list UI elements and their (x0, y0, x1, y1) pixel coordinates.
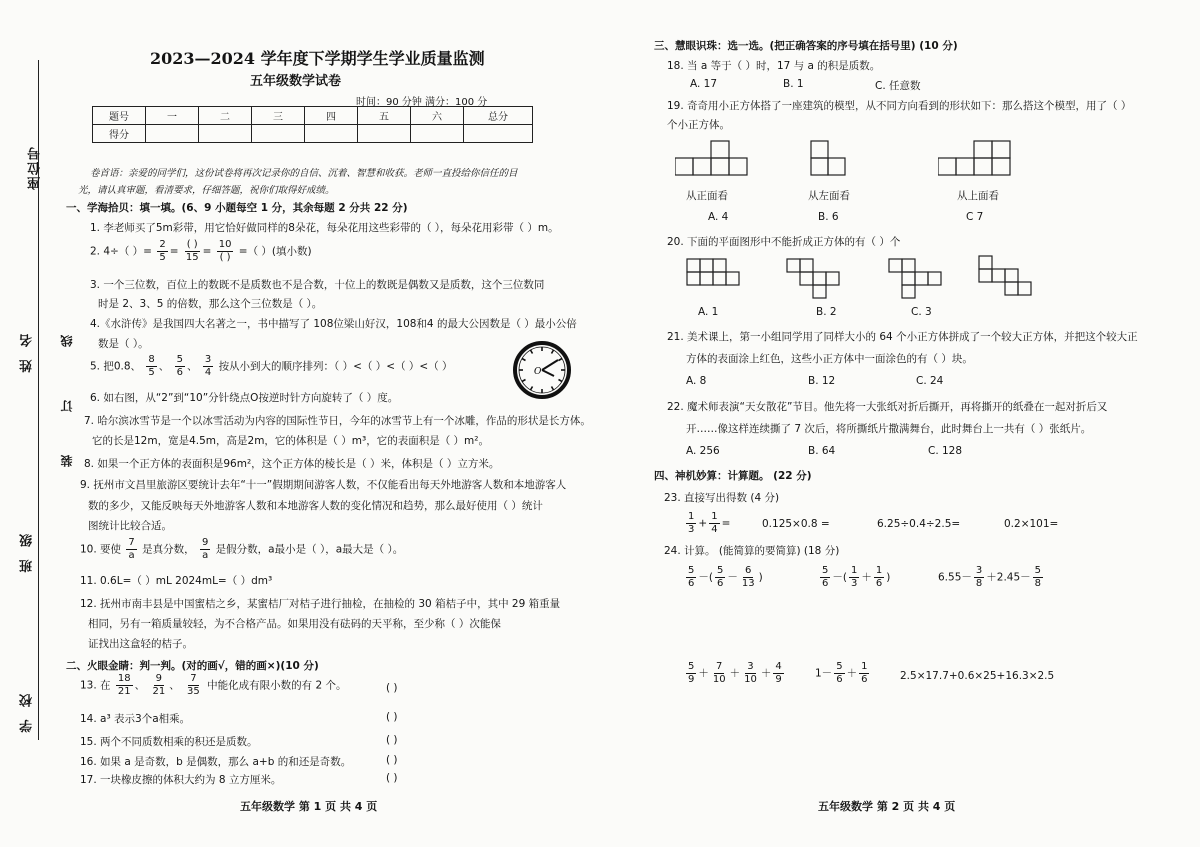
clock-center-label: O (534, 367, 542, 377)
full-score-label: 满分：100 分 (425, 97, 488, 108)
question-22-line-1: 22. 魔术师表演“天女散花”节目。他先将一大张纸对折后撕开，再将撕开的纸叠在一起对折后又 (667, 401, 1108, 413)
q2-suffix: =（ ）(填小数) (238, 245, 312, 258)
option-a: A. 1 (698, 306, 719, 318)
question-3-line-1: 3. 一个三位数，百位上的数既不是质数也不是合数，十位上的数既是偶数又是质数，这个三位数同 (90, 279, 545, 291)
fraction: $\frac{18}{21}$ (117, 673, 131, 697)
section-2-heading: 二、火眼金睛：判一判。(对的画√，错的画×)(10 分) (66, 660, 319, 672)
fraction: $\frac{5}{6}$ (836, 661, 843, 685)
question-1: 1. 李老师买了5m彩带，用它恰好做同样的8朵花，每朵花用这些彩带的（ ），每朵花用彩带（ ）m。 (90, 222, 559, 234)
question-4-line-1: 4.《水浒传》是我国四大名著之一，书中描写了 108位梁山好汉，108和4 的最大公因数是（ ）最小公倍 (90, 318, 577, 330)
fraction: $\frac{5}{6}$ (716, 565, 724, 589)
question-16: 16. 如果 a 是奇数，b 是偶数，那么 a+b 的和还是奇数。 (80, 756, 352, 768)
fraction: $\frac{9}{a}$ (201, 537, 209, 561)
score-cell[interactable] (411, 125, 464, 143)
question-9-line-3: 图统计比较合适。 (88, 520, 172, 532)
score-table-header: 五 (358, 107, 411, 125)
score-cell[interactable] (464, 125, 533, 143)
question-6: 6. 如右图，从“2”到“10”分针绕点O按逆时针方向旋转了（ ）度。 (90, 392, 399, 404)
expression-3: 6.55－ $\frac{3}{8}$ ＋2.45－ $\frac{5}{8}$ (938, 565, 1042, 589)
score-cell[interactable] (252, 125, 305, 143)
view-front-label: 从正面看 (686, 190, 728, 202)
exam-subtitle: 五年级数学试卷 (250, 74, 342, 89)
question-21-line-1: 21. 美术课上，第一小组同学用了同样大小的 64 个小正方体拼成了一个较大正方体，并把这个较大正 (667, 331, 1138, 343)
question-2: 2. 4÷（ ）= $\frac{2}{5}$ = $\frac{( )}{15}$ = $\frac{10}{( )}$ =（ ）(填小数) (90, 239, 312, 263)
fraction: $\frac{7}{10}$ (712, 661, 726, 685)
expression-4: $\frac{5}{9}$ ＋ $\frac{7}{10}$ ＋ $\frac{3}{10}$ ＋ $\frac{4}{9}$ (688, 661, 782, 685)
view-front-figure (675, 140, 755, 176)
fraction: $\frac{1}{6}$ (861, 661, 868, 685)
question-9-line-2: 数的多少，又能反映每天外地游客人数和本地游客人数的变化情况和趋势，那么最好使用（ ）统计 (88, 500, 543, 512)
fraction: $\frac{5}{9}$ (688, 661, 695, 685)
judge-bracket[interactable]: ( ) (386, 711, 398, 723)
section-1-heading: 一、学海拾贝：填一填。(6、9 小题每空 1 分，其余每题 2 分共 22 分) (66, 202, 408, 214)
question-12-line-2: 相同，另有一箱质量较轻，为不合格产品。如果用没有砝码的天平称，至少称（ ）次能保 (88, 618, 501, 630)
binding-mark-ding: 订 (60, 400, 74, 412)
score-table-header: 二 (199, 107, 252, 125)
clock-icon (512, 340, 572, 400)
fraction: $\frac{6}{13}$ (741, 565, 755, 589)
option-a: A. 4 (708, 211, 729, 223)
judge-bracket[interactable]: ( ) (386, 772, 398, 784)
exam-title: 2023—2024 学年度下学期学生学业质量监测 (150, 49, 485, 68)
fraction: $\frac{2}{5}$ (159, 239, 166, 263)
question-20: 20. 下面的平面图形中不能折成正方体的有（ ）个 (667, 236, 901, 248)
intro-line-2: 光，请认真审题，看清要求，仔细答题，祝你们取得好成绩。 (78, 185, 335, 196)
option-c: C. 128 (928, 445, 963, 457)
question-23: 23. 直接写出得数 (4 分) (664, 492, 780, 504)
q2-prefix: 2. 4÷（ ）= (90, 245, 152, 258)
question-15: 15. 两个不同质数相乘的积还是质数。 (80, 736, 258, 748)
calc-item-3: 6.25÷0.4÷2.5= (877, 518, 961, 530)
fraction: $\frac{5}{6}$ (176, 354, 183, 378)
question-4-line-2: 数是（ ）。 (98, 338, 149, 350)
score-table (92, 106, 533, 143)
net-figure-1 (686, 258, 746, 300)
option-c: C. 3 (911, 306, 932, 318)
fraction: $\frac{4}{9}$ (775, 661, 782, 685)
fraction: $\frac{1}{3}$ (850, 565, 858, 589)
fraction: $\frac{1}{3}$ (688, 511, 695, 535)
section-3-heading: 三、慧眼识珠：选一选。(把正确答案的序号填在括号里) (10 分) (654, 40, 958, 52)
fraction: $\frac{1}{4}$ (711, 511, 718, 535)
fraction: $\frac{5}{6}$ (822, 565, 829, 589)
judge-bracket[interactable]: ( ) (386, 734, 398, 746)
page-footer-right: 五年级数学 第 2 页 共 4 页 (818, 800, 956, 813)
question-24: 24. 计算。 (能简算的要简算) (18 分) (664, 545, 840, 557)
view-left-figure (810, 140, 850, 176)
question-7-line-2: 它的长是12m，宽是4.5m，高是2m，它的体积是（ ）m³，它的表面积是（ ）m²。 (92, 435, 489, 447)
option-b: B. 1 (783, 78, 804, 90)
option-b: B. 6 (818, 211, 839, 223)
question-13: 13. 在 $\frac{18}{21}$ 、 $\frac{9}{21}$ 、 $\frac{7}{35}$ 中能化成有限小数的有 2 个。 (80, 673, 347, 697)
page-footer-left: 五年级数学 第 1 页 共 4 页 (240, 800, 378, 813)
option-a: A. 17 (690, 78, 718, 90)
question-9-line-1: 9. 抚州市文昌里旅游区要统计去年“十一”假期期间游客人数，不仅能看出每天外地游客人数和本地游客人 (80, 479, 567, 491)
intro-line-1: 卷首语：亲爱的同学们，这份试卷将再次记录你的自信、沉着、智慧和收获。老师一直投给你信任的目 (90, 168, 518, 179)
fraction: $\frac{7}{35}$ (187, 673, 200, 697)
fraction: $\frac{( )}{15}$ (185, 239, 199, 263)
question-3-line-2: 时是 2、3、5 的倍数，那么这个三位数是（ ）。 (98, 298, 323, 310)
question-18: 18. 当 a 等于（ ）时，17 与 a 的积是质数。 (667, 60, 881, 72)
fraction: $\frac{3}{8}$ (975, 565, 983, 589)
option-b: B. 12 (808, 375, 836, 387)
question-11: 11. 0.6L=（ ）mL 2024mL=（ ）dm³ (80, 575, 273, 587)
school-label: 学 校 (20, 690, 35, 733)
calc-item-4: 0.2×101= (1004, 518, 1059, 530)
score-cell[interactable] (305, 125, 358, 143)
fraction: $\frac{5}{8}$ (1034, 565, 1042, 589)
calc-item-1: $\frac{1}{3}$ + $\frac{1}{4}$ = (688, 511, 731, 535)
question-19-line-2: 个小正方体。 (667, 119, 730, 131)
option-b: B. 64 (808, 445, 836, 457)
score-table-header: 四 (305, 107, 358, 125)
expression-2: $\frac{5}{6}$ －( $\frac{1}{3}$ ＋ $\frac{1}{6}$ ) (822, 565, 891, 589)
view-left-label: 从左面看 (808, 190, 850, 202)
question-10: 10. 要使 $\frac{7}{a}$ 是真分数， $\frac{9}{a}$ 是假分数，a最小是（ ），a最大是（ ）。 (80, 537, 404, 561)
net-figure-3 (888, 258, 948, 300)
judge-bracket[interactable]: ( ) (386, 682, 398, 694)
question-7-line-1: 7. 哈尔滨冰雪节是一个以冰雪活动为内容的国际性节日，今年的冰雪节上有一个冰雕，作品的形状是长方体。 (84, 415, 591, 427)
question-22-line-2: 开……像这样连续撕了 7 次后，将所撕纸片撒满舞台，此时舞台上一共有（ ）张纸片。 (686, 423, 1092, 435)
fraction: $\frac{9}{21}$ (152, 673, 166, 697)
score-cell[interactable] (146, 125, 199, 143)
name-label: 姓 名 (20, 330, 35, 373)
score-table-row-label: 得分 (93, 125, 146, 143)
question-19-line-1: 19. 奇奇用小正方体搭了一座建筑的模型，从不同方向看到的形状如下：那么搭这个模型，用了（ ） (667, 100, 1132, 112)
view-top-label: 从上面看 (957, 190, 999, 202)
score-table-header: 六 (411, 107, 464, 125)
binding-mark-xian: 线 (60, 335, 74, 347)
calc-item-2: 0.125×0.8 = (762, 518, 830, 530)
fraction: $\frac{10}{( )}$ (218, 239, 232, 263)
option-c: C. 24 (916, 375, 944, 387)
expression-5: 1－ $\frac{5}{6}$ ＋ $\frac{1}{6}$ (815, 661, 868, 685)
fraction: $\frac{3}{4}$ (204, 354, 212, 378)
question-17: 17. 一块橡皮擦的体积大约为 8 立方厘米。 (80, 774, 282, 786)
score-cell[interactable] (199, 125, 252, 143)
question-21-line-2: 方体的表面涂上红色，这些小正方体中一面涂色的有（ ）块。 (686, 353, 973, 365)
view-top-figure (938, 140, 1018, 176)
option-a: A. 256 (686, 445, 720, 457)
fraction: $\frac{3}{10}$ (744, 661, 757, 685)
question-8: 8. 如果一个正方体的表面积是96m²，这个正方体的棱长是（ ）米，体积是（ ）立方米。 (84, 458, 500, 470)
option-c: C 7 (966, 211, 984, 223)
score-table-header: 一 (146, 107, 199, 125)
fraction: $\frac{7}{a}$ (128, 537, 135, 561)
net-figure-4 (978, 255, 1038, 297)
fraction: $\frac{1}{6}$ (875, 565, 883, 589)
score-table-header: 三 (252, 107, 305, 125)
net-figure-2 (786, 258, 846, 300)
section-4-heading: 四、神机妙算：计算题。 (22 分) (654, 470, 812, 482)
question-5: 5. 把0.8、 $\frac{8}{5}$ 、 $\frac{5}{6}$ 、 $\frac{3}{4}$ 按从小到大的顺序排列：（ ）<（ ）<（ ）<（ ） (90, 354, 453, 378)
judge-bracket[interactable]: ( ) (386, 754, 398, 766)
time-label: 时间：90 分钟 (356, 97, 422, 108)
option-b: B. 2 (816, 306, 837, 318)
fraction: $\frac{8}{5}$ (148, 354, 155, 378)
question-14: 14. a³ 表示3个a相乘。 (80, 713, 191, 725)
question-12-line-3: 证找出这盒轻的桔子。 (88, 638, 193, 650)
seat-label: 座位号 (28, 145, 43, 190)
option-a: A. 8 (686, 375, 707, 387)
class-label: 班 级 (20, 530, 35, 573)
option-c: C. 任意数 (875, 80, 921, 92)
score-table-row-label: 题号 (93, 107, 146, 125)
binding-mark-zhuang: 装 (60, 455, 74, 467)
score-table-header: 总分 (464, 107, 533, 125)
question-12-line-1: 12. 抚州市南丰县是中国蜜桔之乡，某蜜桔厂对桔子进行抽检，在抽检的 30 箱桔子中，其中 29 箱重量 (80, 598, 561, 610)
fraction: $\frac{5}{6}$ (688, 565, 695, 589)
expression-6: 2.5×17.7+0.6×25+16.3×2.5 (900, 670, 1055, 682)
score-cell[interactable] (358, 125, 411, 143)
expression-1: $\frac{5}{6}$ －( $\frac{5}{6}$ － $\frac{6}{13}$ ) (688, 565, 763, 589)
